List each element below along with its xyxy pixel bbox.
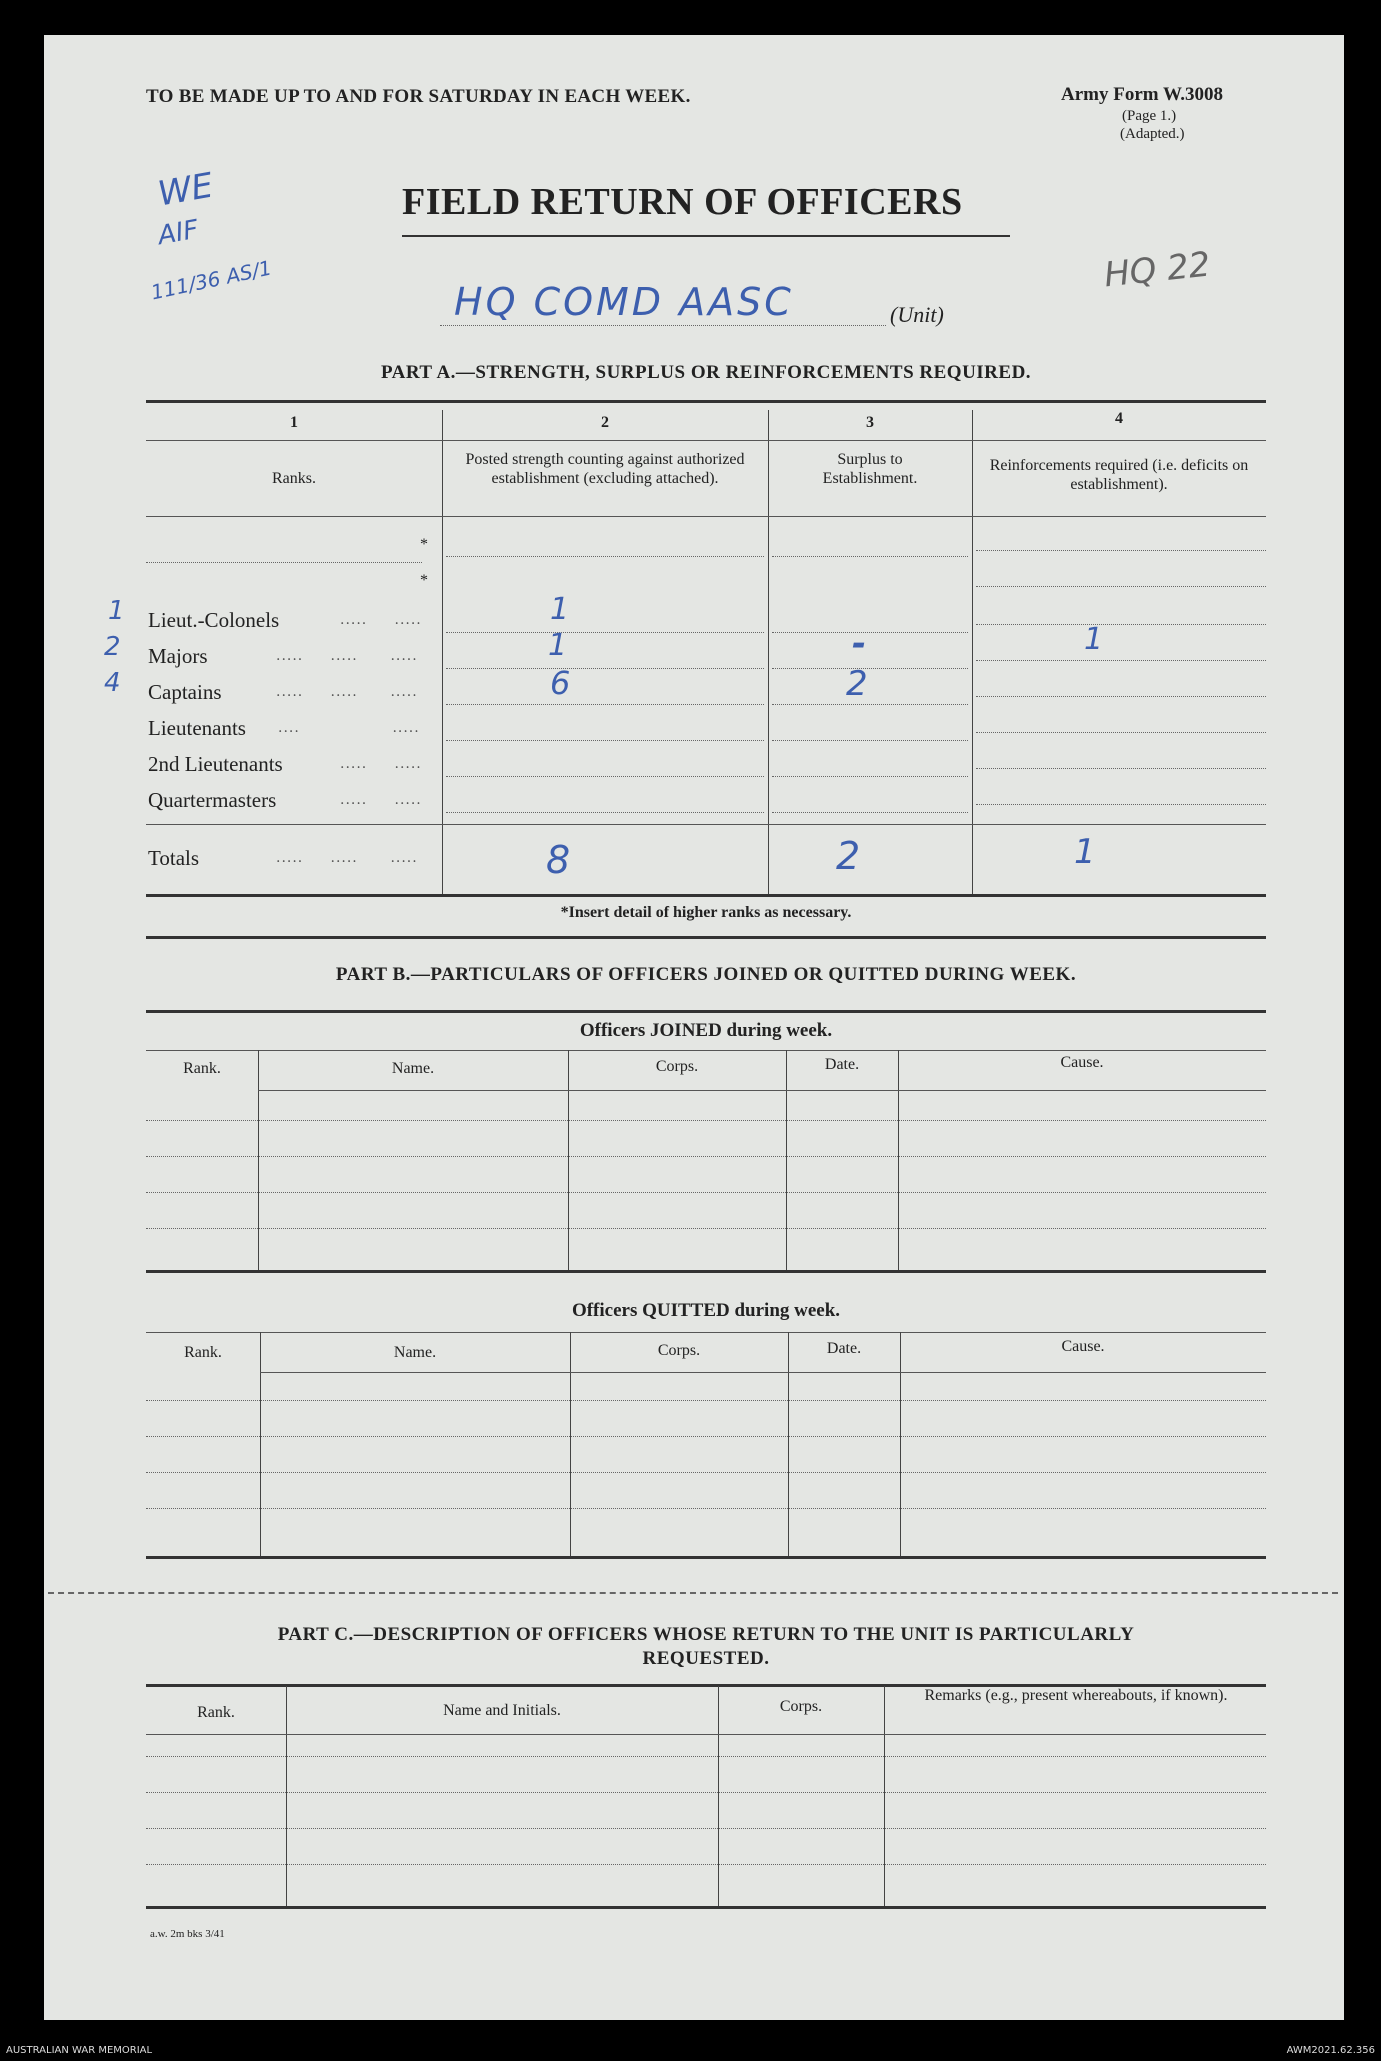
totals-top-rule bbox=[146, 824, 1266, 825]
part-b-heading: PART B.—PARTICULARS OF OFFICERS JOINED OR QUITTED DURING WEEK. bbox=[335, 964, 1077, 985]
reinforcement-value: 1 bbox=[1084, 622, 1104, 657]
surplus-row-line bbox=[772, 704, 968, 705]
reinf-row-line bbox=[976, 696, 1266, 697]
part-a-col-divider-2 bbox=[768, 410, 769, 894]
part-c-col-name: Name and Initials. bbox=[443, 1702, 561, 1719]
quitted-col-date: Date. bbox=[826, 1340, 862, 1357]
col-number-3: 3 bbox=[866, 414, 874, 431]
reinf-row-line bbox=[976, 586, 1266, 587]
quitted-col-divider bbox=[570, 1332, 571, 1556]
title-underline bbox=[402, 235, 1010, 237]
instruction-text: TO BE MADE UP TO AND FOR SATURDAY IN EACH WEEK. bbox=[146, 86, 691, 107]
part-c-col-rank: Rank. bbox=[197, 1704, 235, 1721]
rank-label: Majors bbox=[148, 644, 208, 668]
part-c-col-divider bbox=[718, 1686, 719, 1908]
leader-dots: ..... ..... ..... bbox=[276, 850, 418, 866]
joined-header-rule bbox=[258, 1090, 1266, 1091]
joined-title-rule bbox=[146, 1050, 1266, 1051]
col-number-4: 4 bbox=[1115, 410, 1123, 427]
joined-row bbox=[146, 1156, 1266, 1157]
quitted-title-rule bbox=[146, 1332, 1266, 1333]
part-c-col-remarks: Remarks (e.g., present whereabouts, if known). bbox=[924, 1687, 1228, 1704]
part-c-row bbox=[146, 1828, 1266, 1829]
posted-value: 1 bbox=[548, 628, 568, 663]
rank-label: Captains bbox=[148, 680, 222, 704]
part-a-top-rule bbox=[146, 400, 1266, 403]
surplus-row-line bbox=[772, 668, 968, 669]
margin-count: 4 bbox=[104, 668, 121, 698]
joined-col-corps: Corps. bbox=[655, 1058, 699, 1075]
quitted-table-title: Officers QUITTED during week. bbox=[571, 1300, 841, 1321]
part-a-col-divider-1 bbox=[442, 410, 443, 894]
part-a-heading: PART A.—STRENGTH, SURPLUS OR REINFORCEMENTS REQUIRED. bbox=[380, 362, 1032, 383]
joined-col-divider bbox=[786, 1050, 787, 1270]
col-number-1: 1 bbox=[290, 414, 298, 431]
joined-col-divider bbox=[258, 1050, 259, 1270]
leader-dots: ..... ..... bbox=[340, 612, 422, 628]
leader-dots: ..... ..... bbox=[340, 756, 422, 772]
header-ranks: Ranks. bbox=[272, 470, 316, 487]
unit-label: (Unit) bbox=[890, 302, 944, 327]
asterisk-row-line bbox=[146, 562, 422, 563]
reinf-row-line bbox=[976, 624, 1266, 625]
posted-value: 1 bbox=[550, 592, 570, 627]
rank-label: Lieut.-Colonels bbox=[148, 608, 280, 632]
surplus-row-line bbox=[772, 776, 968, 777]
quitted-col-name: Name. bbox=[393, 1344, 437, 1361]
header-surplus: Surplus to Establishment. bbox=[822, 451, 918, 487]
part-c-heading-cont: REQUESTED. bbox=[642, 1648, 770, 1669]
posted-row-line bbox=[446, 668, 764, 669]
quitted-col-corps: Corps. bbox=[657, 1342, 701, 1359]
posted-row-line bbox=[446, 776, 764, 777]
part-a-bottom-rule bbox=[146, 894, 1266, 897]
joined-row bbox=[146, 1192, 1266, 1193]
quitted-row bbox=[146, 1472, 1266, 1473]
quitted-col-rank: Rank. bbox=[184, 1344, 222, 1361]
adapted-note: (Adapted.) bbox=[1120, 126, 1185, 142]
joined-col-cause: Cause. bbox=[1060, 1054, 1104, 1071]
part-c-col-corps: Corps. bbox=[779, 1698, 823, 1715]
part-c-row bbox=[146, 1864, 1266, 1865]
rank-label: Lieutenants bbox=[148, 716, 246, 740]
rank-label: 2nd Lieutenants bbox=[148, 752, 283, 776]
part-c-header-rule bbox=[146, 1734, 1266, 1735]
joined-table-title: Officers JOINED during week. bbox=[579, 1020, 833, 1041]
joined-row bbox=[146, 1120, 1266, 1121]
quitted-col-divider bbox=[260, 1332, 261, 1556]
part-c-row bbox=[146, 1756, 1266, 1757]
handwritten-note-ref: 111/36 AS/1 bbox=[148, 255, 274, 305]
quitted-row bbox=[146, 1508, 1266, 1509]
perforation-line bbox=[48, 1592, 1338, 1594]
reinf-row-line bbox=[976, 804, 1266, 805]
posted-row-line bbox=[446, 632, 764, 633]
col-number-rule bbox=[146, 440, 1266, 441]
joined-col-rank: Rank. bbox=[183, 1060, 221, 1077]
margin-count: 1 bbox=[108, 596, 125, 626]
posted-row-line bbox=[446, 704, 764, 705]
surplus-row-line bbox=[772, 556, 968, 557]
surplus-value: - bbox=[852, 624, 867, 664]
leader-dots: ..... ..... ..... bbox=[276, 648, 418, 664]
leader-dots: ..... ..... ..... bbox=[276, 684, 418, 700]
reinf-row-line bbox=[976, 660, 1266, 661]
quitted-row bbox=[146, 1436, 1266, 1437]
form-number: Army Form W.3008 bbox=[1061, 84, 1224, 105]
quitted-header-rule bbox=[260, 1372, 1266, 1373]
part-a-footnote: *Insert detail of higher ranks as necessary. bbox=[560, 904, 852, 921]
posted-row-line bbox=[446, 812, 764, 813]
quitted-col-divider bbox=[788, 1332, 789, 1556]
archive-reference: AWM2021.62.356 bbox=[1286, 2045, 1375, 2056]
surplus-row-line bbox=[772, 740, 968, 741]
joined-col-date: Date. bbox=[824, 1056, 860, 1073]
margin-count: 2 bbox=[104, 632, 121, 662]
part-c-col-divider bbox=[884, 1686, 885, 1908]
quitted-col-divider bbox=[900, 1332, 901, 1556]
part-c-row bbox=[146, 1792, 1266, 1793]
asterisk-2: * bbox=[420, 572, 428, 589]
reinf-row-line bbox=[976, 732, 1266, 733]
joined-row bbox=[146, 1228, 1266, 1229]
quitted-bottom-rule bbox=[146, 1556, 1266, 1559]
reinforcement-total: 1 bbox=[1074, 832, 1096, 872]
surplus-row-line bbox=[772, 632, 968, 633]
reinf-row-line bbox=[976, 550, 1266, 551]
joined-bottom-rule bbox=[146, 1270, 1266, 1273]
quitted-row bbox=[146, 1400, 1266, 1401]
unit-name: HQ COMD AASC bbox=[454, 280, 794, 324]
joined-col-name: Name. bbox=[391, 1060, 435, 1077]
handwritten-note-aif: AIF bbox=[155, 214, 201, 252]
part-a-header-rule bbox=[146, 516, 1266, 517]
part-c-heading: PART C.—DESCRIPTION OF OFFICERS WHOSE RETURN TO THE UNIT IS PARTICULARLY bbox=[277, 1624, 1135, 1645]
reinf-row-line bbox=[976, 768, 1266, 769]
archive-credit: AUSTRALIAN WAR MEMORIAL bbox=[6, 2045, 153, 2056]
quitted-col-cause: Cause. bbox=[1061, 1338, 1105, 1355]
rank-label: Quartermasters bbox=[148, 788, 277, 812]
part-c-bottom-rule bbox=[146, 1906, 1266, 1909]
posted-row-line bbox=[446, 740, 764, 741]
posted-value: 6 bbox=[550, 664, 571, 702]
joined-col-divider bbox=[898, 1050, 899, 1270]
print-code: a.w. 2m bks 3/41 bbox=[150, 1928, 225, 1940]
surplus-row-line bbox=[772, 812, 968, 813]
totals-label: Totals bbox=[148, 846, 200, 870]
asterisk-1: * bbox=[420, 536, 428, 553]
posted-row-line bbox=[446, 556, 764, 557]
page-number: (Page 1.) bbox=[1122, 108, 1177, 124]
part-a-footnote-rule bbox=[146, 936, 1266, 939]
unit-dotted-line bbox=[440, 325, 886, 326]
handwritten-corner-note: HQ 22 bbox=[1102, 244, 1213, 296]
surplus-total: 2 bbox=[836, 834, 861, 878]
joined-col-divider bbox=[568, 1050, 569, 1270]
leader-dots: .... ..... bbox=[278, 720, 420, 736]
handwritten-note-we: WE bbox=[154, 165, 217, 215]
header-posted-strength: Posted strength counting against authorized establishment (excluding attached). bbox=[465, 451, 745, 487]
col-number-2: 2 bbox=[601, 414, 609, 431]
leader-dots: ..... ..... bbox=[340, 792, 422, 808]
surplus-value: 2 bbox=[846, 664, 868, 704]
part-b-top-rule bbox=[146, 1010, 1266, 1013]
header-reinforcements: Reinforcements required (i.e. deficits on establishment). bbox=[989, 457, 1249, 493]
posted-total: 8 bbox=[546, 838, 571, 882]
page-title: FIELD RETURN OF OFFICERS bbox=[402, 181, 963, 223]
